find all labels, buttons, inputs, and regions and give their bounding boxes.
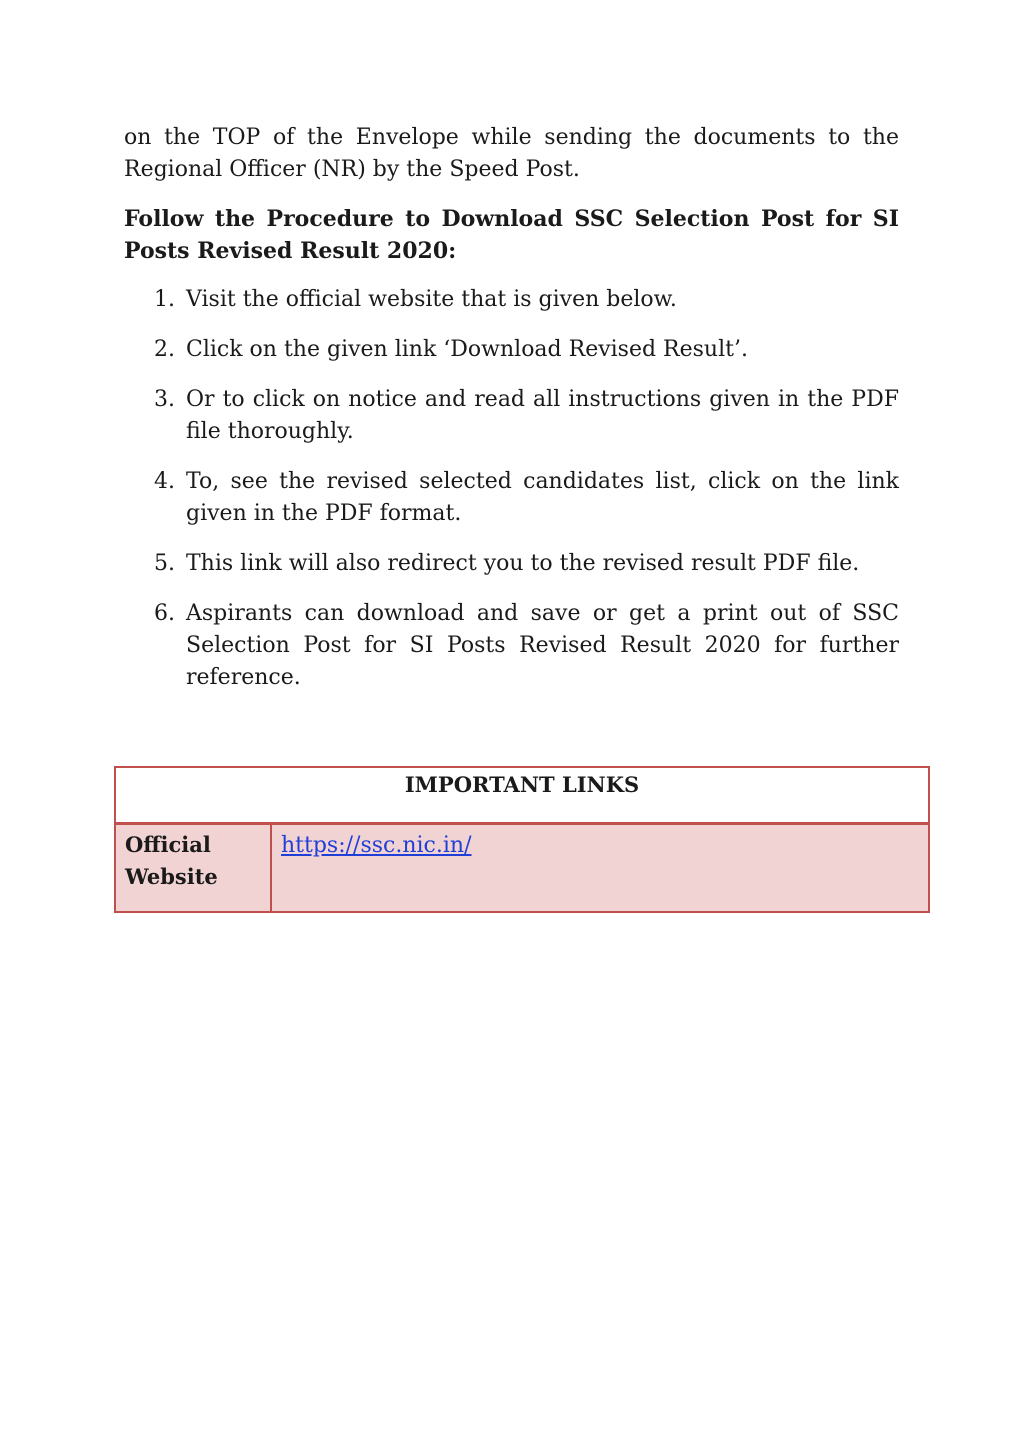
- step-number: 3.: [154, 387, 175, 412]
- official-website-label: Official Website: [115, 824, 271, 913]
- official-website-link-cell: [271, 824, 929, 913]
- step-number: 5.: [154, 551, 175, 576]
- table-row: [115, 824, 929, 913]
- step-text: This link will also redirect you to the revised result PDF file.: [186, 551, 860, 576]
- step-number: 1.: [154, 287, 175, 312]
- intro-paragraph: on the TOP of the Envelope while sending the documents to the Regional Officer (NR) by the Speed Post.: [124, 125, 899, 182]
- step-text: To, see the revised selected candidates list, click on the link given in the PDF format.: [186, 469, 899, 526]
- step-text: Or to click on notice and read all instructions given in the PDF file thoroughly.: [186, 387, 899, 444]
- important-links-table: [114, 766, 930, 913]
- step-text: Click on the given link ‘Download Revised Result’.: [186, 337, 748, 362]
- official-website-link[interactable]: https://ssc.nic.in/: [281, 833, 472, 858]
- step-number: 4.: [154, 469, 175, 494]
- step-number: 6.: [154, 601, 175, 626]
- step-text: Visit the official website that is given below.: [186, 287, 677, 312]
- step-item: [124, 284, 899, 316]
- step-number: 2.: [154, 337, 175, 362]
- step-item: [124, 466, 899, 530]
- procedure-steps-list: [124, 284, 899, 694]
- step-text: Aspirants can download and save or get a print out of SSC Selection Post for SI Posts Revised Result 2020 for further reference.: [186, 601, 899, 690]
- procedure-heading: Follow the Procedure to Download SSC Selection Post for SI Posts Revised Result 2020:: [124, 206, 899, 264]
- important-links-header: IMPORTANT LINKS: [115, 767, 929, 824]
- document-body: [124, 122, 899, 712]
- step-item: [124, 598, 899, 694]
- step-item: [124, 384, 899, 448]
- table-header-row: [115, 767, 929, 824]
- step-item: [124, 548, 899, 580]
- step-item: [124, 334, 899, 366]
